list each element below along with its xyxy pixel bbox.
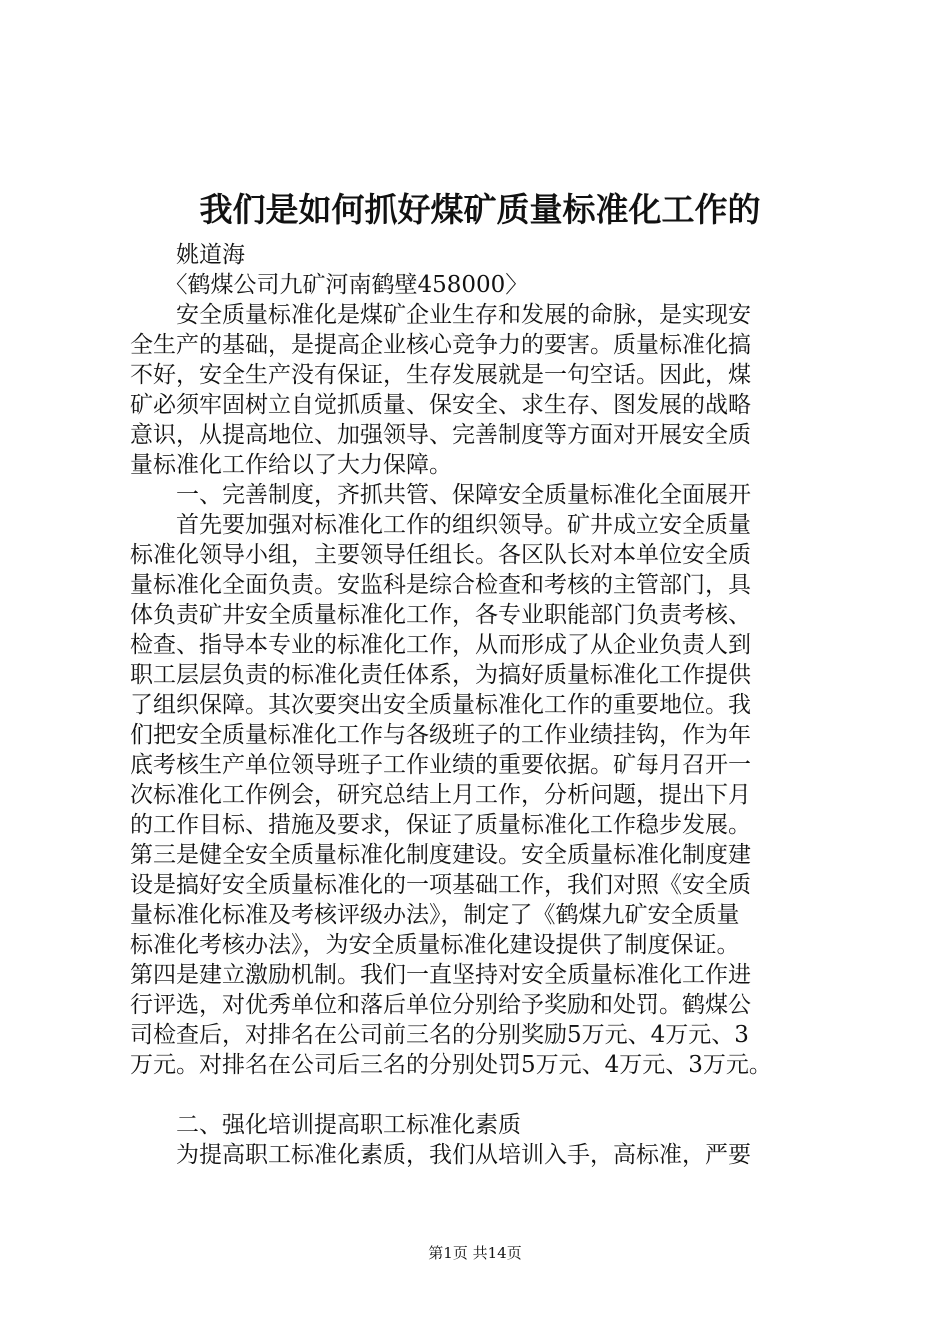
text-line: 标准化领导小组，主要领导任组长。各区队长对本单位安全质 [130, 542, 751, 568]
text-line: 了组织保障。其次要突出安全质量标准化工作的重要地位。我 [130, 692, 751, 718]
text-line: 检查、指导本专业的标准化工作，从而形成了从企业负责人到 [130, 632, 751, 658]
text-line: 姚道海 [130, 242, 245, 268]
blank-line [130, 1080, 830, 1110]
text-line: 第三是健全安全质量标准化制度建设。安全质量标准化制度建 [130, 842, 751, 868]
text-line: 不好，安全生产没有保证，生存发展就是一句空话。因此，煤 [130, 362, 751, 388]
text-line: 底考核生产单位领导班子工作业绩的重要依据。矿每月召开一 [130, 752, 751, 778]
document-title: 我们是如何抓好煤矿质量标准化工作的 [199, 190, 761, 229]
document-body [130, 240, 830, 1170]
text-line: 为提高职工标准化素质，我们从培训入手，高标准，严要 [130, 1142, 751, 1168]
text-line: 万元。对排名在公司后三名的分别处罚5万元、4万元、3万元。 [130, 1052, 772, 1078]
text-line: 意识，从提高地位、加强领导、完善制度等方面对开展安全质 [130, 422, 751, 448]
text-line: 矿必须牢固树立自觉抓质量、保安全、求生存、图发展的战略 [130, 392, 751, 418]
text-line: 量标准化工作给以了大力保障。 [130, 452, 452, 478]
text-line: 首先要加强对标准化工作的组织领导。矿井成立安全质量 [130, 512, 751, 538]
text-line: 司检查后，对排名在公司前三名的分别奖励5万元、4万元、3 [130, 1022, 749, 1048]
page-footer: 第1页 共14页 [428, 1244, 522, 1262]
text-line: 行评选，对优秀单位和落后单位分别给予奖励和处罚。鹤煤公 [130, 992, 751, 1018]
text-line: 们把安全质量标准化工作与各级班子的工作业绩挂钩，作为年 [130, 722, 751, 748]
text-line: 量标准化全面负责。安监科是综合检查和考核的主管部门，具 [130, 572, 751, 598]
text-line: 次标准化工作例会，研究总结上月工作，分析问题，提出下月 [130, 782, 751, 808]
text-line: 全生产的基础，是提高企业核心竞争力的要害。质量标准化搞 [130, 332, 751, 358]
text-line: 的工作目标、措施及要求，保证了质量标准化工作稳步发展。 [130, 812, 751, 838]
text-line: 〈鹤煤公司九矿河南鹤壁458000〉 [130, 272, 529, 298]
text-line: 二、强化培训提高职工标准化素质 [130, 1112, 521, 1138]
text-line: 设是搞好安全质量标准化的一项基础工作，我们对照《安全质 [130, 872, 751, 898]
text-line: 第四是建立激励机制。我们一直坚持对安全质量标准化工作进 [130, 962, 751, 988]
text-line: 职工层层负责的标准化责任体系，为搞好质量标准化工作提供 [130, 662, 751, 688]
text-line: 体负责矿井安全质量标准化工作，各专业职能部门负责考核、 [130, 602, 751, 628]
text-line: 安全质量标准化是煤矿企业生存和发展的命脉，是实现安 [130, 302, 751, 328]
text-line: 量标准化标准及考核评级办法》，制定了《鹤煤九矿安全质量 [130, 902, 740, 928]
text-line: 一、完善制度，齐抓共管、保障安全质量标准化全面展开 [130, 482, 751, 508]
text-line: 标准化考核办法》，为安全质量标准化建设提供了制度保证。 [130, 932, 740, 958]
